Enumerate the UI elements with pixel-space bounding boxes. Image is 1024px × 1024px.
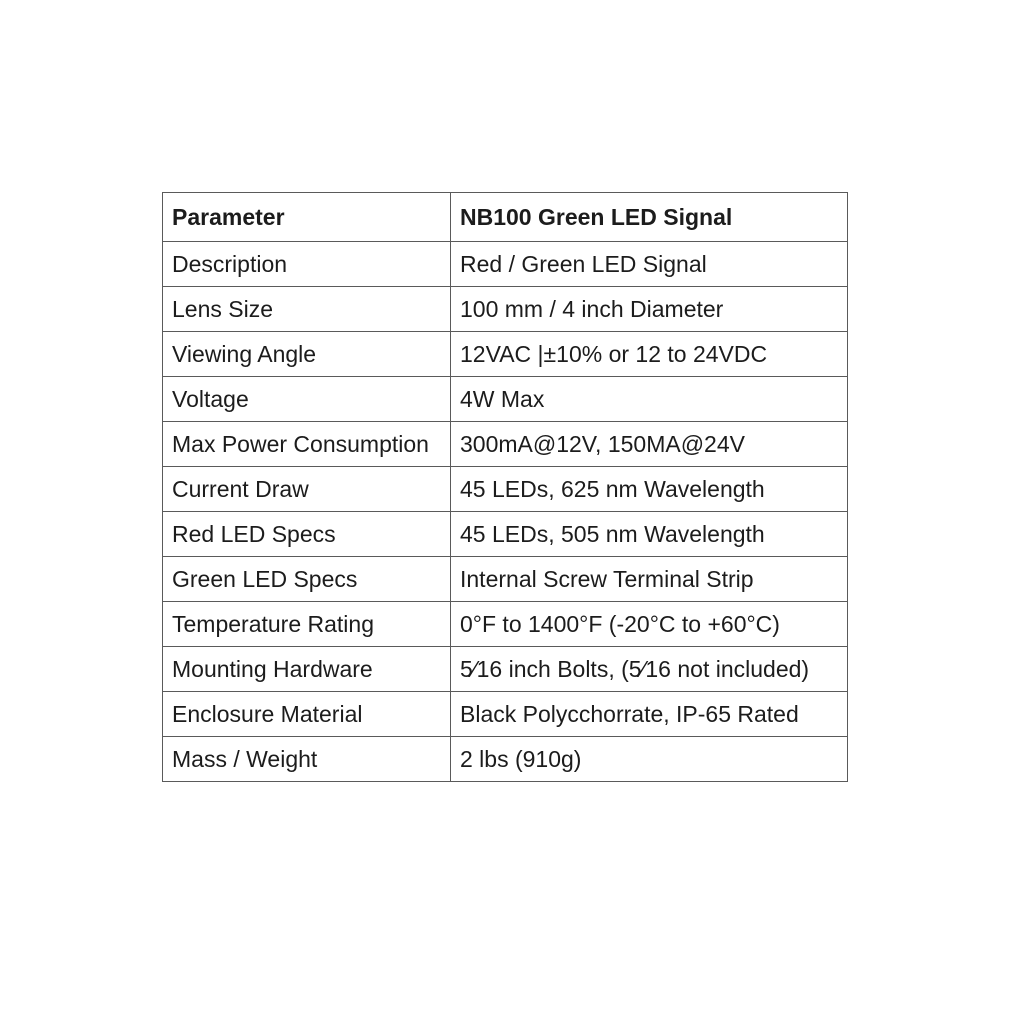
row-value: 100 mm / 4 inch Diameter <box>451 287 848 332</box>
table-row <box>163 422 848 467</box>
row-value: 2 lbs (910g) <box>451 737 848 782</box>
row-label: Voltage <box>163 377 451 422</box>
row-label: Description <box>163 242 451 287</box>
row-value: 300mA@12V, 150MA@24V <box>451 422 848 467</box>
row-value: Red / Green LED Signal <box>451 242 848 287</box>
header-product: NB100 Green LED Signal <box>451 193 848 242</box>
table-row <box>163 242 848 287</box>
row-label: Viewing Angle <box>163 332 451 377</box>
row-value: 45 LEDs, 505 nm Wavelength <box>451 512 848 557</box>
table-row <box>163 467 848 512</box>
table-row <box>163 557 848 602</box>
row-value: 5⁄16 inch Bolts, (5⁄16 not included) <box>451 647 848 692</box>
table-row <box>163 602 848 647</box>
header-parameter: Parameter <box>163 193 451 242</box>
table-header-row <box>163 193 848 242</box>
row-label: Lens Size <box>163 287 451 332</box>
row-label: Green LED Specs <box>163 557 451 602</box>
row-label: Max Power Consumption <box>163 422 451 467</box>
row-value: 12VAC |±10% or 12 to 24VDC <box>451 332 848 377</box>
row-value: Internal Screw Terminal Strip <box>451 557 848 602</box>
row-label: Temperature Rating <box>163 602 451 647</box>
row-label: Current Draw <box>163 467 451 512</box>
table-row <box>163 737 848 782</box>
row-value: 4W Max <box>451 377 848 422</box>
table-row <box>163 287 848 332</box>
row-value: 45 LEDs, 625 nm Wavelength <box>451 467 848 512</box>
table-row <box>163 377 848 422</box>
row-label: Red LED Specs <box>163 512 451 557</box>
spec-table <box>162 192 848 782</box>
table-row <box>163 692 848 737</box>
row-label: Mounting Hardware <box>163 647 451 692</box>
row-value: 0°F to 1400°F (-20°C to +60°C) <box>451 602 848 647</box>
row-label: Mass / Weight <box>163 737 451 782</box>
table-row <box>163 512 848 557</box>
table-row <box>163 647 848 692</box>
row-label: Enclosure Material <box>163 692 451 737</box>
table-row <box>163 332 848 377</box>
row-value: Black Polycchorrate, IP-65 Rated <box>451 692 848 737</box>
